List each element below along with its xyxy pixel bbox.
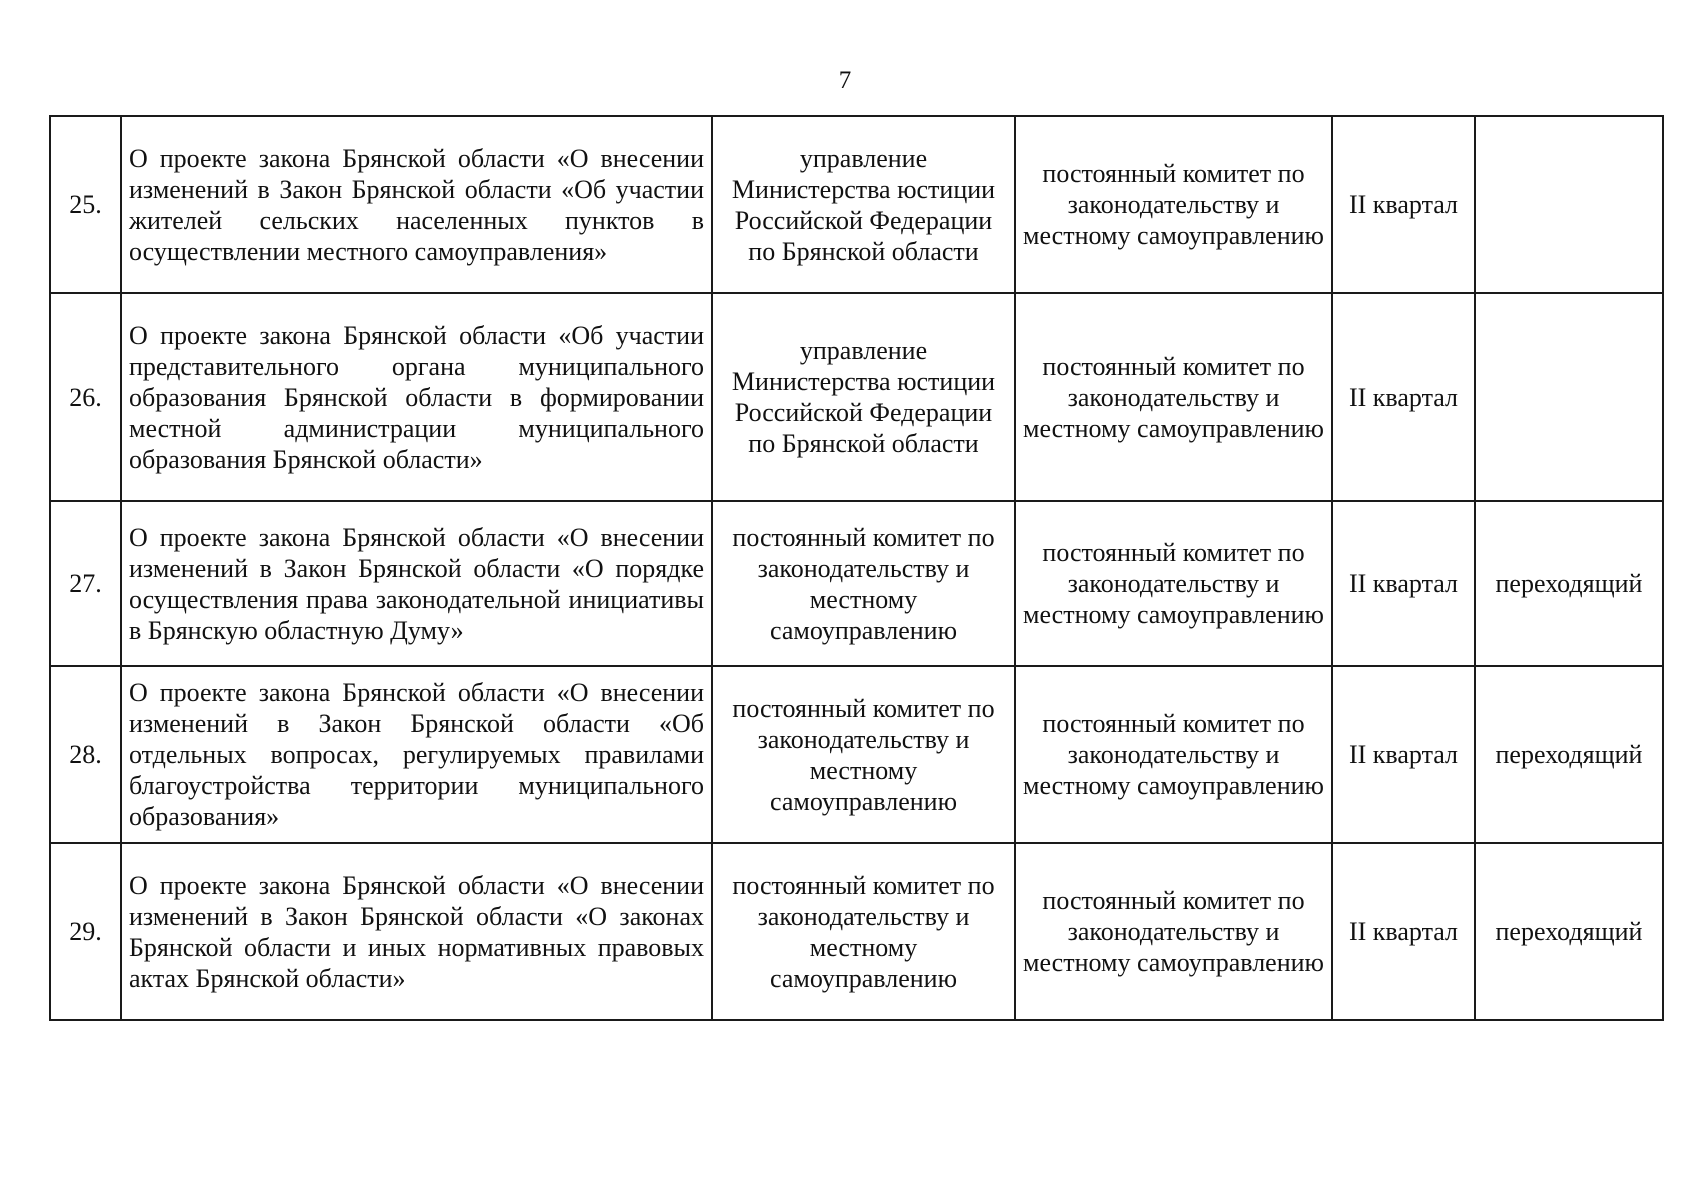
bill-title: О проекте закона Брянской области «О внесении изменений в Закон Брянской области «О законах Брянской области и иных нормативных правовых актах Брянской области» xyxy=(121,843,712,1020)
responsible-committee: постоянный комитет по законодательству и местному самоуправлению xyxy=(1015,293,1332,501)
responsible-body: постоянный комитет по законодательству и местному самоуправлению xyxy=(712,666,1015,843)
term: II квартал xyxy=(1332,116,1475,293)
responsible-body: постоянный комитет по законодательству и местному самоуправлению xyxy=(712,843,1015,1020)
term: II квартал xyxy=(1332,666,1475,843)
responsible-committee: постоянный комитет по законодательству и местному самоуправлению xyxy=(1015,116,1332,293)
row-number: 29. xyxy=(50,843,121,1020)
row-number: 28. xyxy=(50,666,121,843)
row-number: 26. xyxy=(50,293,121,501)
term: II квартал xyxy=(1332,501,1475,666)
bill-title: О проекте закона Брянской области «О внесении изменений в Закон Брянской области «Об отдельных вопросах, регулируемых правилами благоустройства территории муниципального образования» xyxy=(121,666,712,843)
row-number: 25. xyxy=(50,116,121,293)
responsible-body: управление Министерства юстиции Российской Федерации по Брянской области xyxy=(712,116,1015,293)
responsible-body: управление Министерства юстиции Российской Федерации по Брянской области xyxy=(712,293,1015,501)
note: переходящий xyxy=(1475,843,1663,1020)
row-number: 27. xyxy=(50,501,121,666)
responsible-committee: постоянный комитет по законодательству и местному самоуправлению xyxy=(1015,666,1332,843)
note xyxy=(1475,293,1663,501)
table-row xyxy=(50,666,1663,843)
responsible-committee: постоянный комитет по законодательству и местному самоуправлению xyxy=(1015,501,1332,666)
table-row xyxy=(50,843,1663,1020)
responsible-committee: постоянный комитет по законодательству и местному самоуправлению xyxy=(1015,843,1332,1020)
legislative-plan-table xyxy=(49,115,1664,1021)
term: II квартал xyxy=(1332,843,1475,1020)
page-number: 7 xyxy=(838,67,852,94)
bill-title: О проекте закона Брянской области «О внесении изменений в Закон Брянской области «О порядке осуществления права законодательной инициативы в Брянскую областную Думу» xyxy=(121,501,712,666)
bill-title: О проекте закона Брянской области «О внесении изменений в Закон Брянской области «Об участии жителей сельских населенных пунктов в осуществлении местного самоуправления» xyxy=(121,116,712,293)
responsible-body: постоянный комитет по законодательству и местному самоуправлению xyxy=(712,501,1015,666)
bill-title: О проекте закона Брянской области «Об участии представительного органа муниципального образования Брянской области в формировании местной администрации муниципального образования Брянской области» xyxy=(121,293,712,501)
note: переходящий xyxy=(1475,501,1663,666)
table-row xyxy=(50,116,1663,293)
table-row xyxy=(50,501,1663,666)
note: переходящий xyxy=(1475,666,1663,843)
table-row xyxy=(50,293,1663,501)
term: II квартал xyxy=(1332,293,1475,501)
note xyxy=(1475,116,1663,293)
